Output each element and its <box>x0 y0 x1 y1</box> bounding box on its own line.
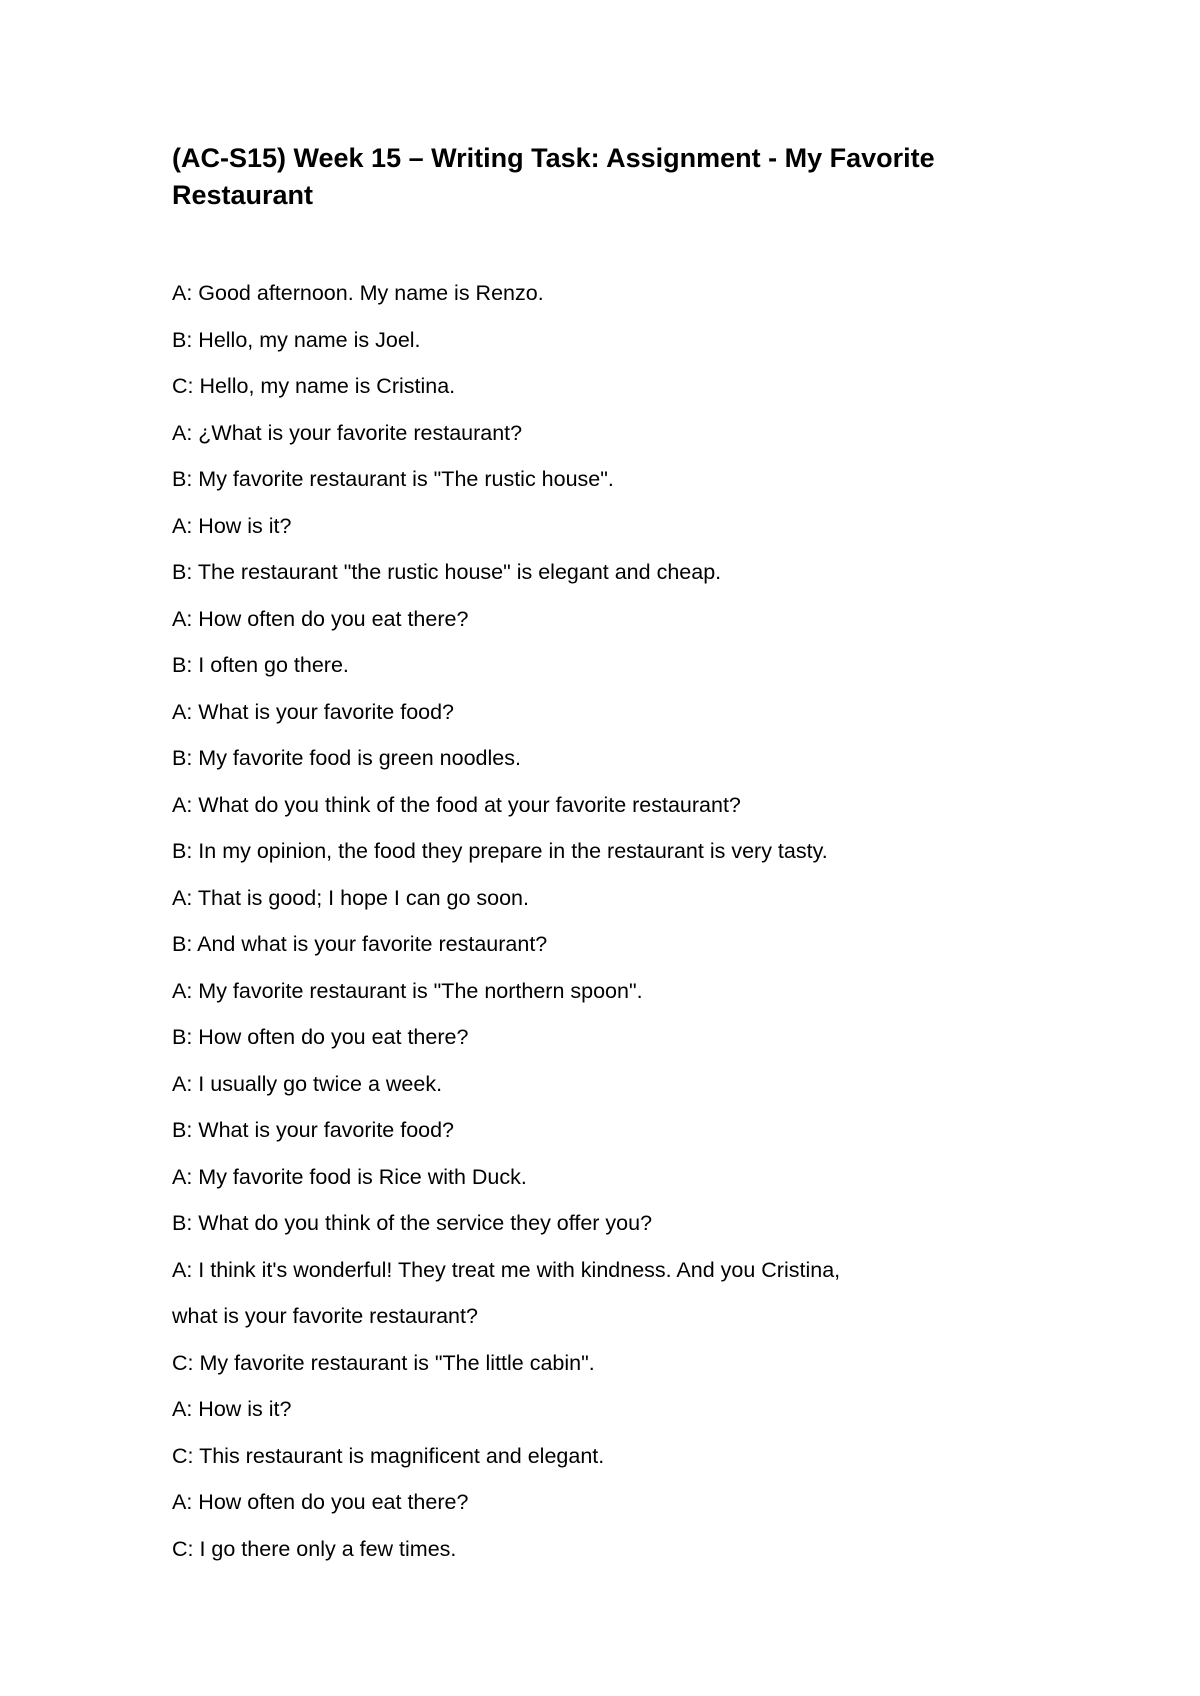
dialogue-line: A: ¿What is your favorite restaurant? <box>172 420 523 445</box>
dialogue-line: A: What is your favorite food? <box>172 699 455 724</box>
dialogue-line: C: I go there only a few times. <box>172 1536 457 1561</box>
dialogue-line: C: This restaurant is magnificent and elegant. <box>172 1443 605 1468</box>
dialogue-line: A: That is good; I hope I can go soon. <box>172 885 529 910</box>
dialogue-line: A: My favorite restaurant is "The northern spoon". <box>172 978 643 1003</box>
dialogue-line: A: My favorite food is Rice with Duck. <box>172 1164 527 1189</box>
dialogue-line: B: The restaurant "the rustic house" is elegant and cheap. <box>172 560 722 584</box>
dialogue-line: C: Hello, my name is Cristina. <box>172 374 456 398</box>
dialogue-line: A: How is it? <box>172 513 292 538</box>
dialogue-list <box>172 270 1072 1572</box>
dialogue-line: B: What is your favorite food? <box>172 1118 455 1142</box>
document-title: (AC-S15) Week 15 – Writing Task: Assignment - My Favorite Restaurant <box>172 143 935 210</box>
dialogue-line: B: In my opinion, the food they prepare in the restaurant is very tasty. <box>172 839 828 863</box>
dialogue-line: A: How often do you eat there? <box>172 1490 469 1514</box>
dialogue-line: B: My favorite food is green noodles. <box>172 746 521 770</box>
dialogue-line: B: I often go there. <box>172 653 349 677</box>
dialogue-line: A: I think it's wonderful! They treat me with kindness. And you Cristina, <box>172 1257 841 1282</box>
dialogue-line: C: My favorite restaurant is "The little cabin". <box>172 1350 595 1375</box>
dialogue-line: A: What do you think of the food at your favorite restaurant? <box>172 792 741 817</box>
dialogue-line: B: How often do you eat there? <box>172 1025 469 1049</box>
dialogue-line: B: What do you think of the service they offer you? <box>172 1211 653 1235</box>
dialogue-line: B: And what is your favorite restaurant? <box>172 932 548 956</box>
dialogue-line: A: How often do you eat there? <box>172 606 469 631</box>
dialogue-line: B: Hello, my name is Joel. <box>172 327 421 352</box>
dialogue-line: B: My favorite restaurant is "The rustic house". <box>172 467 614 491</box>
dialogue-line: A: How is it? <box>172 1397 292 1421</box>
dialogue-line: A: I usually go twice a week. <box>172 1071 443 1096</box>
dialogue-line: A: Good afternoon. My name is Renzo. <box>172 281 544 305</box>
dialogue-line-continuation: what is your favorite restaurant? <box>172 1304 478 1328</box>
